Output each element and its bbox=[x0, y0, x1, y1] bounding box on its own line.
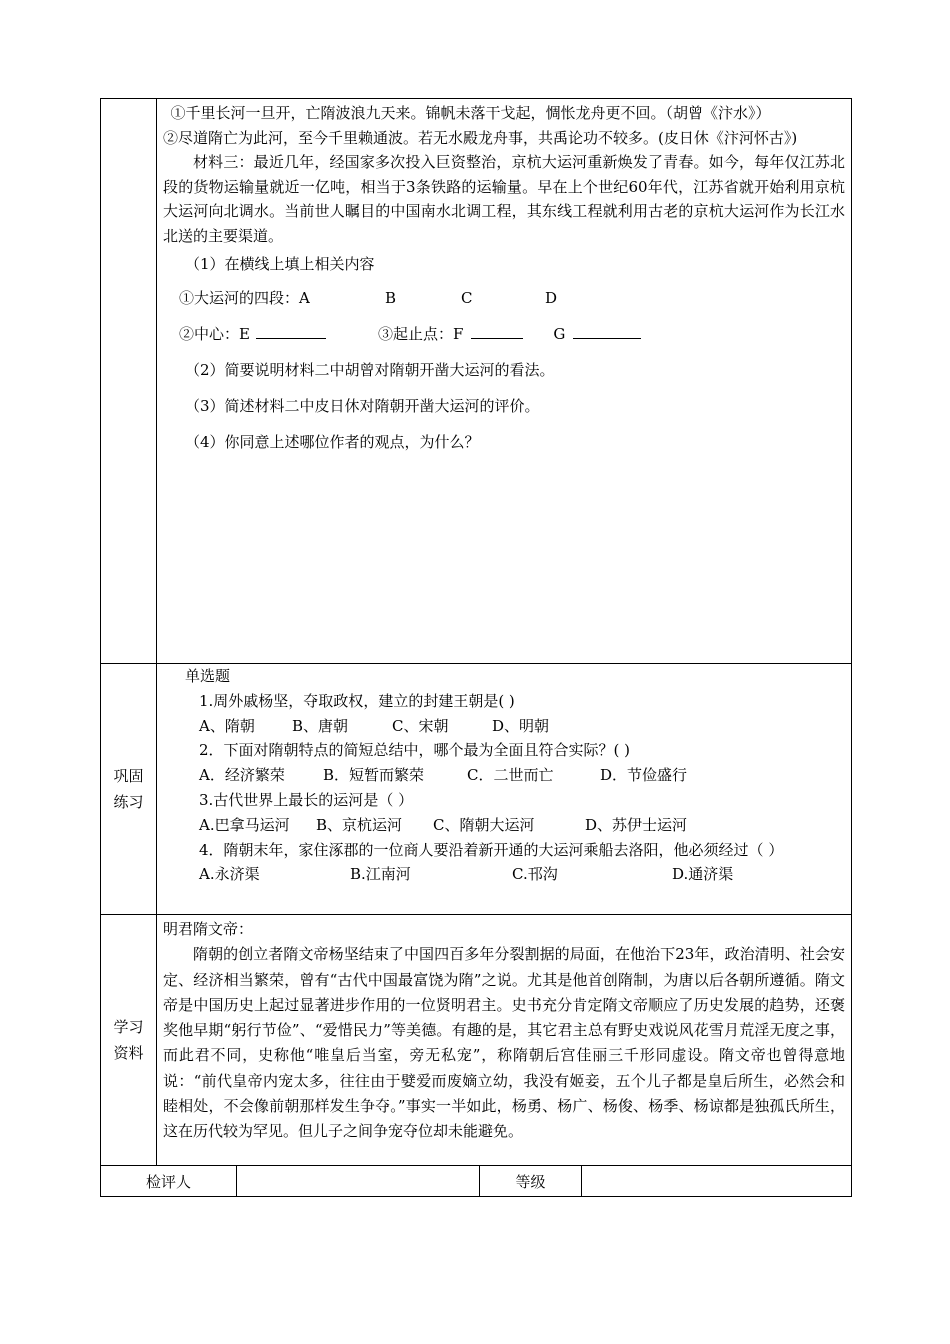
practice-q2-options bbox=[163, 763, 845, 788]
practice-q3-stem: 3.古代世界上最长的运河是（ ） bbox=[199, 790, 414, 809]
blank-g[interactable] bbox=[573, 324, 641, 339]
study-body: 隋朝的创立者隋文帝杨坚结束了中国四百多年分裂割据的局面，在他治下23年，政治清明、社会安定、经济相当繁荣，曾有“古代中国最富饶为隋”之说。尤其是他首创隋制，为唐以后各朝所遵循。隋文帝是中国历史上起过显著进步作用的一位贤明君主。史书充分肯定隋文帝顺应了历史发展的趋势，还褒奖他早期“躬行节俭”、“爱惜民力”等美德。有趣的是，其它君主总有野史戏说风花雪月荒淫无度之事，而此君不同，史称他“唯皇后当室，旁无私宠”，称隋朝后宫佳丽三千形同虚设。隋文帝也曾得意地说：“前代皇帝内宠太多，往往由于嬖爱而废嫡立幼，我没有姬妾，五个儿子都是皇后所生，必然会和睦相处，不会像前朝那样发生争夺。”事实一半如此，杨勇、杨广、杨俊、杨季、杨谅都是独孤氏所生，这在历代较为罕见。但儿子之间争宠夺位却未能避免。 bbox=[163, 945, 846, 1141]
practice-q2-stem: 2．下面对隋朝特点的简短总结中，哪个最为全面且符合实际？( ) bbox=[199, 741, 631, 760]
grade-label: 等级 bbox=[480, 1166, 582, 1197]
material-label-cell bbox=[101, 99, 157, 664]
practice-q1-stem: 1.周外戚杨坚，夺取政权，建立的封建王朝是( ) bbox=[199, 691, 515, 710]
point-g-label: G bbox=[553, 325, 566, 343]
option[interactable]: D、明朝 bbox=[492, 716, 550, 735]
q1-row-sections bbox=[163, 280, 845, 316]
study-title: 明君隋文帝： bbox=[163, 920, 254, 938]
question-2: （2）简要说明材料二中胡曾对隋朝开凿大运河的看法。 bbox=[185, 361, 555, 379]
reviewer-label: 检评人 bbox=[101, 1166, 237, 1197]
section-b: B bbox=[385, 289, 397, 307]
blank-e[interactable] bbox=[256, 324, 326, 339]
practice-content-cell bbox=[157, 664, 852, 915]
option[interactable]: C、隋朝大运河 bbox=[433, 815, 535, 834]
practice-q4-stem: 4．隋朝末年，家住涿郡的一位商人要沿着新开通的大运河乘船去洛阳，他必须经过（ ） bbox=[199, 840, 784, 859]
worksheet-table bbox=[100, 98, 852, 1197]
option[interactable]: C．二世而亡 bbox=[467, 766, 554, 785]
option[interactable]: B、京杭运河 bbox=[316, 815, 403, 834]
poem-1: ①千里长河一旦开，亡隋波浪九天来。锦帆未落干戈起，惆怅龙舟更不回。（胡曾《汴水》） bbox=[170, 104, 771, 122]
option[interactable]: A、隋朝 bbox=[199, 716, 255, 735]
option[interactable]: A.巴拿马运河 bbox=[199, 815, 290, 834]
question-3: （3）简述材料二中皮日休对隋朝开凿大运河的评价。 bbox=[185, 397, 540, 415]
grade-field[interactable] bbox=[582, 1166, 852, 1197]
points-label: ③起止点：F bbox=[377, 325, 464, 343]
option[interactable]: A．经济繁荣 bbox=[199, 766, 285, 785]
study-row bbox=[101, 915, 852, 1166]
study-label: 学习 资料 bbox=[101, 915, 157, 1166]
study-content-cell bbox=[157, 915, 852, 1166]
q1-row-center bbox=[163, 316, 845, 352]
option[interactable]: D、苏伊士运河 bbox=[585, 815, 688, 834]
question-1: （1）在横线上填上相关内容 bbox=[185, 255, 375, 273]
center-label: ②中心：E bbox=[179, 325, 250, 343]
option[interactable]: B．短暂而繁荣 bbox=[323, 766, 425, 785]
practice-q4-options bbox=[163, 862, 845, 887]
section-c: C bbox=[461, 289, 473, 307]
material-row bbox=[101, 99, 852, 664]
material-content-cell bbox=[157, 99, 852, 664]
option[interactable]: D.通济渠 bbox=[672, 865, 734, 884]
practice-label: 巩固 练习 bbox=[101, 664, 157, 915]
practice-q3-options bbox=[163, 813, 845, 838]
blank-f[interactable] bbox=[471, 324, 523, 339]
practice-row bbox=[101, 664, 852, 915]
question-4: （4）你同意上述哪位作者的观点，为什么？ bbox=[185, 433, 480, 451]
poem-2: ②尽道隋亡为此河，至今千里赖通波。若无水殿龙舟事，共禹论功不较多。(皮日休《汴河怀古》) bbox=[163, 128, 798, 147]
option[interactable]: B、唐朝 bbox=[292, 716, 349, 735]
option[interactable]: B.江南河 bbox=[350, 865, 411, 884]
option[interactable]: A.永济渠 bbox=[199, 865, 260, 884]
section-d: D bbox=[545, 289, 558, 307]
practice-title: 单选题 bbox=[185, 667, 231, 685]
option[interactable]: C、宋朝 bbox=[392, 716, 449, 735]
material-3: 材料三：最近几年，经国家多次投入巨资整治，京杭大运河重新焕发了青春。如今，每年仅江苏北段的货物运输量就近一亿吨，相当于3条铁路的运输量。早在上个世纪60年代，江苏省就开始利用京杭大运河向北调水。当前世人瞩目的中国南水北调工程，其东线工程就利用古老的京杭大运河作为长江水北送的主要渠道。 bbox=[163, 153, 846, 245]
footer-row bbox=[101, 1166, 852, 1197]
practice-q1-options bbox=[163, 714, 845, 739]
sections-lead: ①大运河的四段：A bbox=[179, 289, 310, 307]
option[interactable]: D．节俭盛行 bbox=[600, 766, 688, 785]
reviewer-field[interactable] bbox=[237, 1166, 480, 1197]
option[interactable]: C.邗沟 bbox=[512, 865, 558, 884]
